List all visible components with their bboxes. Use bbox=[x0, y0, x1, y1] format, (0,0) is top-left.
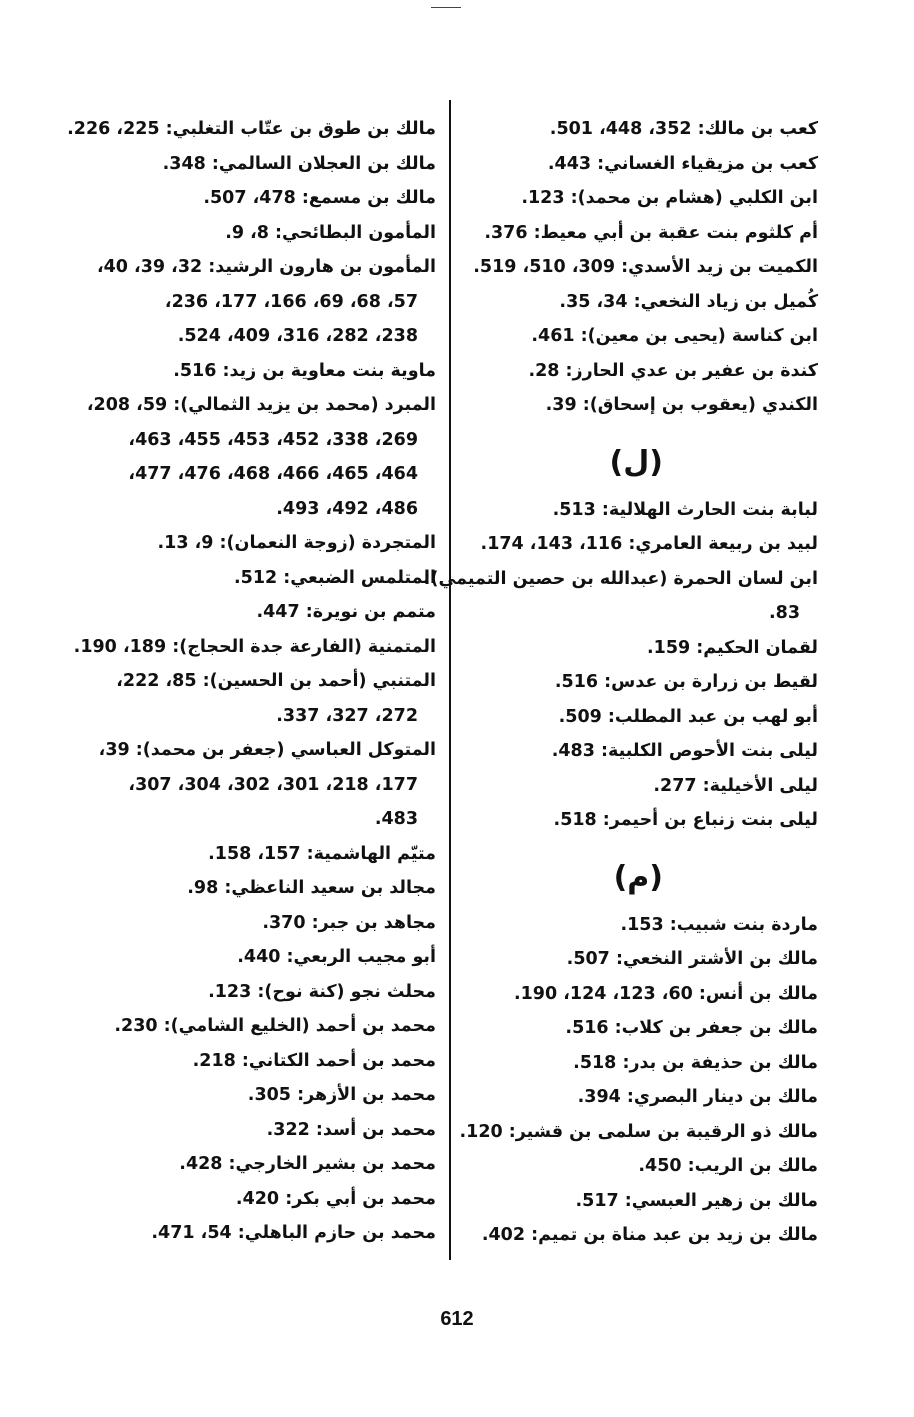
index-entry: المتجردة (زوجة النعمان): 9، 13. bbox=[157, 533, 436, 553]
index-entry: محمد بن الأزهر: 305. bbox=[247, 1085, 436, 1105]
index-entry: مالك بن الريب: 450. bbox=[638, 1156, 818, 1176]
index-entry: ليلى الأخيلية: 277. bbox=[653, 775, 818, 796]
index-entry: مالك بن زيد بن عبد مناة بن تميم: 402. bbox=[481, 1225, 818, 1245]
index-entry: الكندي (يعقوب بن إسحاق): 39. bbox=[545, 395, 818, 415]
index-entry: ابن لسان الحمرة (عبدالله بن حصين التميمي): bbox=[423, 568, 818, 589]
index-entry-continuation: 464، 465، 466، 468، 476، 477، bbox=[128, 464, 418, 484]
index-entry: مجالد بن سعيد الناعظي: 98. bbox=[187, 878, 436, 898]
index-entry: ابن كناسة (يحيى بن معين): 461. bbox=[531, 326, 818, 346]
index-entry: كندة بن عفير بن عدي الحارز: 28. bbox=[528, 360, 818, 381]
index-entry-continuation: 238، 282، 316، 409، 524. bbox=[177, 326, 418, 346]
index-entry-continuation: 177، 218، 301، 302، 304، 307، bbox=[128, 774, 418, 795]
index-entry: ماوية بنت معاوية بن زيد: 516. bbox=[173, 360, 436, 381]
index-entry: المأمون البطائحي: 8، 9. bbox=[225, 222, 436, 243]
index-entry: محمد بن بشير الخارجي: 428. bbox=[179, 1154, 436, 1174]
index-entry: محمد بن أحمد (الخليع الشامي): 230. bbox=[114, 1016, 436, 1036]
index-entry: مالك بن الأشتر النخعي: 507. bbox=[566, 949, 818, 969]
index-entry: أم كلثوم بنت عقبة بن أبي معيط: 376. bbox=[484, 222, 818, 243]
index-entry: محلث نجو (كنة نوح): 123. bbox=[208, 981, 436, 1002]
index-entry-continuation: 272، 327، 337. bbox=[276, 705, 418, 726]
section-heading: (م) bbox=[613, 859, 663, 895]
index-entry: لبابة بنت الحارث الهلالية: 513. bbox=[552, 499, 818, 520]
index-entry: ليلى بنت الأحوص الكلبية: 483. bbox=[551, 741, 818, 761]
index-entry: مالك بن حذيفة بن بدر: 518. bbox=[573, 1052, 818, 1073]
section-heading: (ل) bbox=[609, 444, 663, 480]
index-entry: مالك بن دينار البصري: 394. bbox=[577, 1087, 818, 1107]
index-entry: المتمنية (الفارعة جدة الحجاج): 189، 190. bbox=[73, 636, 436, 657]
index-column-right bbox=[423, 112, 818, 1253]
index-entry-continuation: 57، 68، 69، 166، 177، 236، bbox=[164, 291, 418, 312]
index-entry: مجاهد بن جبر: 370. bbox=[262, 912, 436, 933]
index-entry: المتنبي (أحمد بن الحسين): 85، 222، bbox=[116, 671, 436, 691]
index-entry: كعب بن مزيقياء الغساني: 443. bbox=[547, 153, 818, 174]
index-entry-continuation: 269، 338، 452، 453، 455، 463، bbox=[128, 429, 418, 450]
index-entry: كُميل بن زياد النخعي: 34، 35. bbox=[559, 291, 818, 312]
index-entry: مالك بن زهير العبسي: 517. bbox=[575, 1190, 818, 1211]
index-entry-continuation: 83. bbox=[768, 603, 800, 623]
top-rule bbox=[431, 7, 461, 8]
index-entry: مالك بن طوق بن عتّاب التغلبي: 225، 226. bbox=[67, 119, 436, 139]
index-entry: محمد بن حازم الباهلي: 54، 471. bbox=[151, 1223, 436, 1243]
page-number: 612 bbox=[440, 1308, 474, 1330]
index-entry: لبيد بن ربيعة العامري: 116، 143، 174. bbox=[480, 534, 818, 554]
index-entry: محمد بن أحمد الكتاني: 218. bbox=[192, 1050, 436, 1071]
index-entry: ليلى بنت زنباع بن أحيمر: 518. bbox=[553, 810, 818, 830]
index-entry: ابن الكلبي (هشام بن محمد): 123. bbox=[521, 188, 818, 208]
column-divider bbox=[449, 100, 451, 1260]
index-entry: لقيط بن زرارة بن عدس: 516. bbox=[554, 672, 818, 692]
index-entry: ماردة بنت شبيب: 153. bbox=[620, 914, 818, 935]
index-entry: المتوكل العباسي (جعفر بن محمد): 39، bbox=[98, 740, 436, 760]
index-entry: المأمون بن هارون الرشيد: 32، 39، 40، bbox=[96, 257, 436, 277]
index-entry: أبو مجيب الربعي: 440. bbox=[237, 947, 436, 967]
index-entry: مالك بن جعفر بن كلاب: 516. bbox=[565, 1018, 818, 1038]
index-entry: محمد بن أسد: 322. bbox=[266, 1119, 436, 1140]
index-entry: المتلمس الضبعي: 512. bbox=[234, 567, 436, 588]
index-entry: متمم بن نويرة: 447. bbox=[256, 602, 436, 622]
index-entry: أبو لهب بن عبد المطلب: 509. bbox=[558, 706, 818, 727]
index-entry: مالك بن مسمع: 478، 507. bbox=[203, 188, 436, 208]
index-entry: مالك ذو الرقيبة بن سلمى بن قشير: 120. bbox=[459, 1121, 818, 1142]
index-entry: كعب بن مالك: 352، 448، 501. bbox=[549, 119, 818, 139]
index-entry: متيّم الهاشمية: 157، 158. bbox=[208, 843, 436, 864]
index-column-left bbox=[67, 112, 436, 1251]
index-entry: الكميت بن زيد الأسدي: 309، 510، 519. bbox=[473, 257, 818, 277]
index-entry: مالك بن العجلان السالمي: 348. bbox=[162, 153, 436, 174]
index-entry: محمد بن أبي بكر: 420. bbox=[235, 1188, 436, 1209]
index-entry: المبرد (محمد بن يزيد الثمالي): 59، 208، bbox=[86, 395, 436, 415]
index-entry-continuation: 483. bbox=[374, 809, 418, 829]
index-entry: لقمان الحكيم: 159. bbox=[646, 637, 818, 658]
index-entry-continuation: 486، 492، 493. bbox=[276, 498, 418, 519]
index-entry: مالك بن أنس: 60، 123، 124، 190. bbox=[513, 983, 818, 1004]
